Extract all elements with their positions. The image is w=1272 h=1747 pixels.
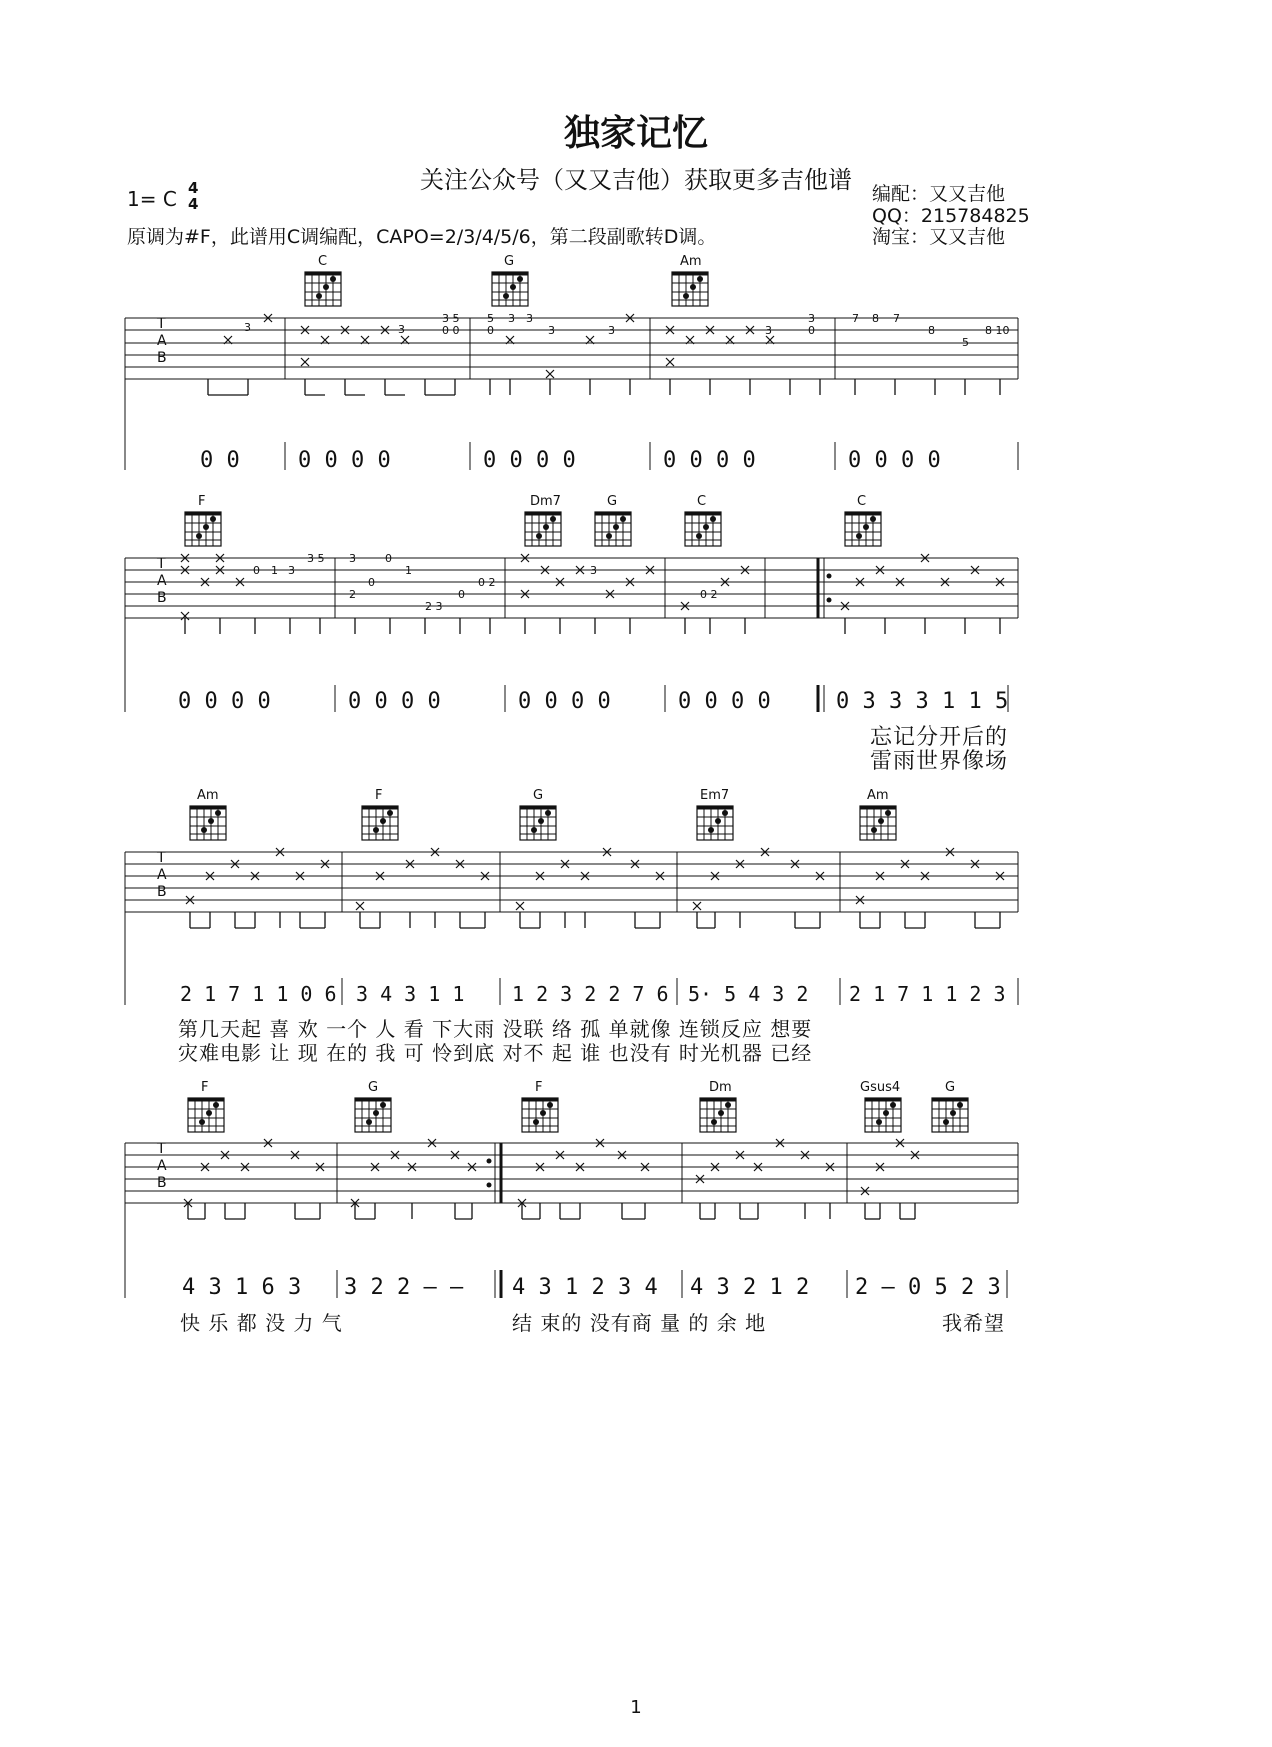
svg-text:1: 1 (271, 564, 278, 577)
chord-name: G (504, 254, 515, 269)
key-label: 1= C (127, 187, 177, 211)
lyric-line-1b: 结 束的 没有商 量 的 余 地 (512, 1311, 767, 1335)
chord-name: G (945, 1080, 956, 1095)
jianpu-measure: 4 3 1 2 3 4 (512, 1275, 658, 1300)
lyric-line-1: 快 乐 都 没 力 气 (180, 1311, 343, 1335)
svg-text:3: 3 (808, 312, 815, 325)
chord-name: F (201, 1080, 209, 1095)
credit-qq: QQ：215784825 (872, 205, 1030, 227)
tab-clef-2: T A B (157, 556, 167, 606)
jianpu-measure: 0 0 0 0 (178, 689, 271, 714)
jianpu-measure: 2 – 0 5 2 3 (855, 1275, 1001, 1300)
chord-name: Dm7 (530, 494, 561, 509)
svg-text:0 2: 0 2 (700, 588, 718, 601)
lyric-line-1c: 我希望 (942, 1311, 1005, 1335)
svg-text:0: 0 (808, 324, 815, 337)
credit-taobao: 淘宝：又又吉他 (872, 226, 1006, 248)
credit-arranger: 编配：又又吉他 (872, 183, 1006, 205)
chord-name: Am (680, 254, 702, 269)
jianpu-measure: 2 1 7 1 1 0 6 (180, 982, 337, 1006)
jianpu-measure: 1 2 3 2 2 7 6 (512, 982, 669, 1006)
lyric-line-2: 灾难电影 让 现 在的 我 可 怜到底 对不 起 谁 也没有 时光机器 已经 (178, 1041, 813, 1065)
jianpu-measure: 0 3 3 3 1 1 5 (836, 689, 1009, 714)
svg-text:0: 0 (487, 324, 494, 337)
chord-name: F (535, 1080, 543, 1095)
svg-text:0: 0 (385, 552, 392, 565)
svg-text:3: 3 (526, 312, 533, 325)
chord-name: Am (197, 788, 219, 803)
svg-text:3 5: 3 5 (307, 552, 325, 565)
jianpu-measure: 4 3 2 1 2 (690, 1275, 810, 1300)
jianpu-measure: 0 0 0 0 (298, 448, 391, 473)
chord-name: C (697, 494, 707, 509)
page-title: 独家记忆 (563, 113, 708, 154)
page-number: 1 (630, 1697, 642, 1718)
svg-text:3: 3 (398, 323, 405, 336)
jianpu-measure: 3 4 3 1 1 (356, 982, 465, 1006)
lyric-line-1: 忘记分开后的 (870, 725, 1009, 750)
svg-text:7: 7 (852, 312, 859, 325)
svg-text:1: 1 (405, 564, 412, 577)
jianpu-measure: 0 0 0 0 (348, 689, 441, 714)
svg-text:7: 7 (893, 312, 900, 325)
arrangement-note: 原调为#F，此谱用C调编配，CAPO=2/3/4/5/6，第二段副歌转D调。 (127, 226, 717, 248)
svg-text:3: 3 (765, 324, 772, 337)
chord-name: F (198, 494, 206, 509)
jianpu-measure: 5· 5 4 3 2 (688, 982, 809, 1006)
page-subtitle: 关注公众号（又又吉他）获取更多吉他谱 (420, 166, 852, 194)
chord-name: Em7 (700, 788, 730, 803)
chord-name: C (318, 254, 328, 269)
svg-text:2 3: 2 3 (425, 600, 443, 613)
svg-text:3: 3 (244, 321, 251, 334)
svg-text:0: 0 (368, 576, 375, 589)
chord-name: Am (867, 788, 889, 803)
chord-name: G (533, 788, 544, 803)
time-signature-bottom: 4 (188, 195, 199, 213)
svg-text:0: 0 (458, 588, 465, 601)
jianpu-measure: 4 3 1 6 3 (182, 1275, 302, 1300)
jianpu-measure: 0 0 0 0 (518, 689, 611, 714)
svg-text:0 2: 0 2 (478, 576, 496, 589)
tab-clef-4: T A B (157, 1141, 167, 1191)
time-signature-top: 4 (188, 179, 199, 197)
svg-text:8: 8 (872, 312, 879, 325)
tab-clef-1: T A B (157, 316, 167, 366)
chord-name: Gsus4 (860, 1080, 901, 1095)
svg-text:0 0: 0 0 (442, 324, 460, 337)
staff-system-2 (125, 512, 1018, 712)
svg-text:8 10: 8 10 (985, 324, 1010, 337)
svg-text:5: 5 (962, 336, 969, 349)
svg-text:0: 0 (253, 564, 260, 577)
chord-name: G (368, 1080, 379, 1095)
svg-text:5: 5 (487, 312, 494, 325)
svg-text:3: 3 (288, 564, 295, 577)
svg-text:8: 8 (928, 324, 935, 337)
jianpu-measure: 0 0 0 0 (663, 448, 756, 473)
svg-text:3: 3 (548, 324, 555, 337)
staff-system-1 (125, 272, 1018, 470)
jianpu-measure: 0 0 0 0 (678, 689, 771, 714)
tab-clef-3: T A B (157, 850, 167, 900)
staff-system-4 (125, 1098, 1018, 1298)
jianpu-measure: 0 0 0 0 (483, 448, 576, 473)
chord-name: F (375, 788, 383, 803)
svg-text:3: 3 (508, 312, 515, 325)
lyric-line-2: 雷雨世界像场 (870, 749, 1009, 774)
staff-system-3 (125, 806, 1018, 1005)
chord-name: Dm (709, 1080, 732, 1095)
jianpu-measure: 2 1 7 1 1 2 3 (849, 982, 1006, 1006)
svg-text:3: 3 (349, 552, 356, 565)
jianpu-measure: 3 2 2 – – (344, 1275, 464, 1300)
svg-text:3: 3 (590, 564, 597, 577)
lyric-line-1: 第几天起 喜 欢 一个 人 看 下大雨 没联 络 孤 单就像 连锁反应 想要 (178, 1017, 813, 1041)
chord-name: C (857, 494, 867, 509)
svg-text:2: 2 (349, 588, 356, 601)
svg-text:3: 3 (608, 324, 615, 337)
jianpu-measure: 0 0 0 0 (848, 448, 941, 473)
chord-name: G (607, 494, 618, 509)
jianpu-measure: 0 0 (200, 448, 240, 473)
svg-text:3 5: 3 5 (442, 312, 460, 325)
